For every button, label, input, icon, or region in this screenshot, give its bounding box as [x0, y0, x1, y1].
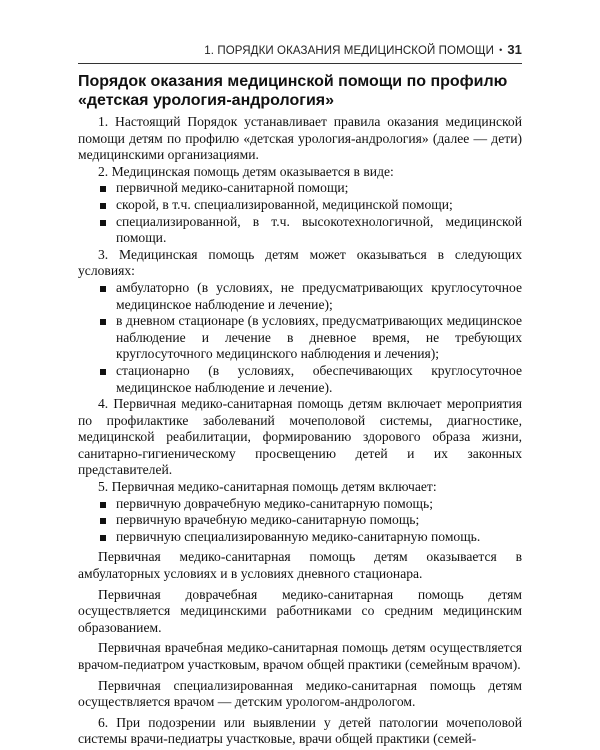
separator-bullet: • — [499, 45, 503, 55]
paragraph-2: 2. Медицинская помощь детям оказывается в виде: — [98, 163, 394, 179]
list-item: первичной медико-санитарной помощи; — [78, 180, 522, 197]
list-item: амбулаторно (в условиях, не предусматривающих круглосуточное медицинское наблюдение и лечение); — [78, 280, 522, 313]
paragraph-10: 6. При подозрении или выявлении у детей патологии мочеполовой системы врачи-педиатры участковые, врачи общей практики (семей- — [78, 714, 522, 747]
list-item: первичную врачебную медико-санитарную помощь; — [78, 512, 522, 529]
section-heading-line-1: Порядок оказания медицинской помощи по профилю — [78, 73, 508, 90]
list-item: в дневном стационаре (в условиях, предусматривающих медицинское наблюдение и лечение в дневное время, не требующих круглосуточного медицинского наблюдения и лечения); — [78, 313, 522, 363]
paragraph-6: Первичная медико-санитарная помощь детям оказывается в амбулаторных условиях и в условиях дневного стационара. — [78, 549, 522, 582]
paragraph-3: 3. Медицинская помощь детям может оказываться в следующих условиях: — [78, 246, 522, 279]
care-types-list — [78, 180, 522, 246]
care-conditions-list — [78, 280, 522, 396]
paragraph-4: 4. Первичная медико-санитарная помощь детям включает мероприятия по профилактике заболеваний мочеполовой системы, диагностике, медицинской реабилитации, формированию здорового образа жизни, санитарно-гигиеническому просвещению детей и их законных представителей. — [78, 396, 522, 478]
header-rule — [78, 63, 522, 64]
running-head — [78, 42, 522, 57]
list-item: первичную специализированную медико-санитарную помощь. — [78, 529, 522, 546]
paragraph-8: Первичная врачебная медико-санитарная помощь детям осуществляется врачом-педиатром участковым, врачом общей практики (семейным врачом). — [78, 640, 522, 672]
list-item: первичную доврачебную медико-санитарную помощь; — [78, 496, 522, 513]
section-heading — [78, 72, 522, 110]
paragraph-5: 5. Первичная медико-санитарная помощь детям включает: — [98, 479, 437, 495]
list-item: специализированной, в т.ч. высокотехнологичной, медицинской помощи. — [78, 214, 522, 247]
page-number: 31 — [507, 42, 522, 57]
paragraph-1: 1. Настоящий Порядок устанавливает правила оказания медицинской помощи детям по профилю «детская урология-андрология» (далее — дети) медицинскими организациями. — [78, 114, 522, 163]
list-item: стационарно (в условиях, обеспечивающих круглосуточное медицинское наблюдение и лечение). — [78, 363, 522, 396]
body-text — [78, 114, 522, 748]
paragraph-7: Первичная доврачебная медико-санитарная помощь детям осуществляется медицинскими работниками со средним медицинским образованием. — [78, 586, 522, 635]
chapter-title: 1. ПОРЯДКИ ОКАЗАНИЯ МЕДИЦИНСКОЙ ПОМОЩИ — [204, 45, 495, 57]
primary-care-list — [78, 496, 522, 546]
list-item: скорой, в т.ч. специализированной, медицинской помощи; — [78, 197, 522, 214]
section-heading-line-2: «детская урология-андрология» — [78, 92, 335, 109]
paragraph-9: Первичная специализированная медико-санитарная помощь детям осуществляется врачом — детским урологом-андрологом. — [78, 677, 522, 710]
